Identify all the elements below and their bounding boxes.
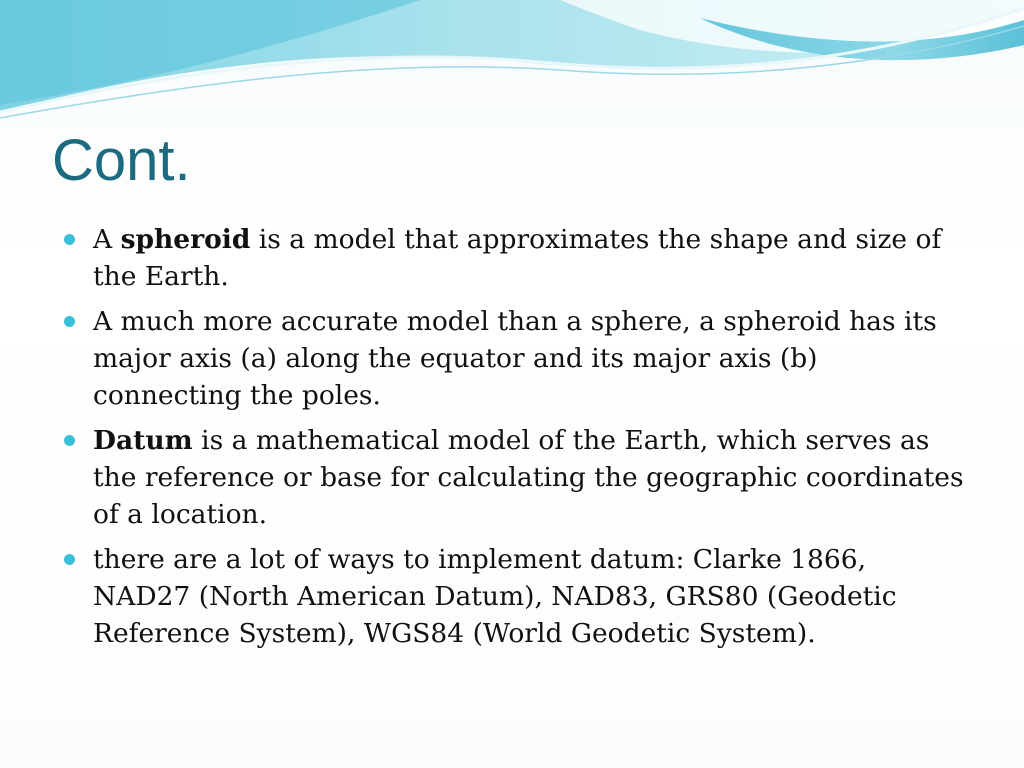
bullet-dot-icon [64, 435, 75, 446]
bullet-item-spheroid [62, 221, 967, 295]
bullet-lead-text: A much more accurate model than a sphere, a spheroid has its major axis (a) along the equator and its major axis (b) connecting the poles. [93, 306, 937, 411]
bullet-dot-icon [64, 316, 75, 327]
bullet-item-datum [62, 422, 967, 533]
bullet-rest-text: is a mathematical model of the Earth, which serves as the reference or base for calculating the geographic coordinates of a location. [93, 425, 964, 530]
slide-title: Cont. [52, 128, 191, 193]
bullet-dot-icon [64, 234, 75, 245]
bullet-bold-term: spheroid [120, 224, 251, 255]
bullet-rest-text: is a model that approximates the shape and size of the Earth. [93, 224, 942, 292]
bullet-lead-text: there are a lot of ways to implement datum: Clarke 1866, NAD27 (North American Datum), NAD83, GRS80 (Geodetic Reference System), WGS84 (World Geodetic System). [93, 544, 897, 649]
bullet-list [62, 221, 967, 660]
bullet-item-datum-implementations [62, 541, 967, 652]
bullet-lead-text: A [93, 224, 121, 255]
bullet-bold-term: Datum [93, 425, 193, 456]
bullet-item-accurate-model [62, 303, 967, 414]
header-wave-decoration [0, 0, 1024, 130]
bullet-dot-icon [64, 554, 75, 565]
